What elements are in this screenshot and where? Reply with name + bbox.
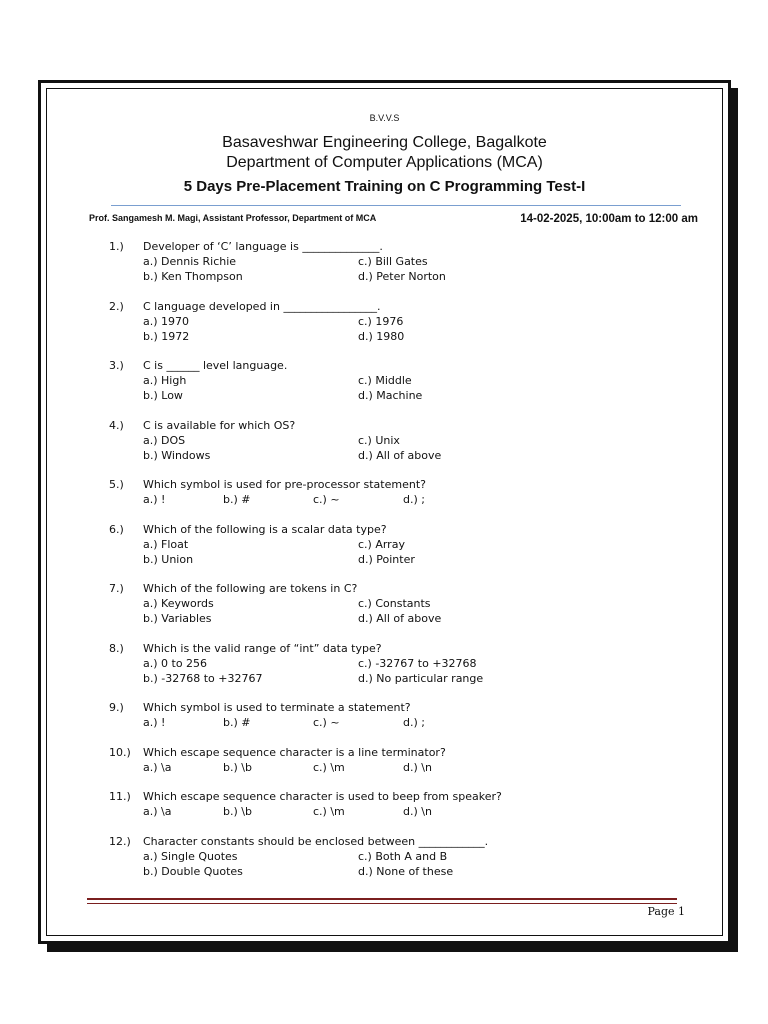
question-text: Character constants should be enclosed between ____________. bbox=[143, 834, 489, 848]
question-number: 6.) bbox=[109, 522, 124, 536]
option-d: d.) Peter Norton bbox=[358, 270, 446, 283]
footer-rule bbox=[87, 898, 677, 900]
option-b: b.) Union bbox=[143, 552, 194, 566]
option-c: c.) Both A and B bbox=[358, 849, 448, 863]
question-text: Which of the following is a scalar data type? bbox=[143, 522, 387, 536]
option-d: d.) ; bbox=[403, 716, 425, 729]
question-6 bbox=[109, 522, 709, 567]
question-number: 7.) bbox=[109, 582, 124, 595]
option-d: d.) Pointer bbox=[358, 552, 415, 566]
option-d: d.) \n bbox=[403, 760, 432, 774]
question-1 bbox=[109, 239, 709, 284]
option-a: a.) Keywords bbox=[143, 597, 214, 610]
option-a: a.) DOS bbox=[143, 433, 186, 447]
option-a: a.) Single Quotes bbox=[143, 849, 238, 863]
test-title: 5 Days Pre-Placement Training on C Programming Test-I bbox=[183, 178, 586, 195]
question-2 bbox=[109, 299, 709, 344]
option-a: a.) Dennis Richie bbox=[143, 255, 237, 268]
option-c: c.) ~ bbox=[313, 716, 340, 729]
option-b: b.) Ken Thompson bbox=[143, 270, 243, 283]
question-number: 3.) bbox=[109, 359, 124, 372]
page-number: Page 1 bbox=[647, 905, 685, 918]
option-c: c.) 1976 bbox=[358, 314, 404, 328]
question-number: 2.) bbox=[109, 299, 124, 313]
question-text: C is available for which OS? bbox=[143, 418, 296, 432]
question-number: 12.) bbox=[109, 834, 131, 848]
option-d: d.) Machine bbox=[358, 389, 423, 402]
option-b: b.) Low bbox=[143, 389, 183, 402]
option-b: b.) # bbox=[223, 716, 251, 729]
question-5 bbox=[109, 477, 709, 507]
option-c: c.) ~ bbox=[313, 493, 340, 506]
option-c: c.) Array bbox=[358, 537, 405, 551]
option-b: b.) -32768 to +32767 bbox=[143, 671, 263, 685]
option-d: d.) None of these bbox=[358, 864, 454, 878]
question-number: 1.) bbox=[109, 240, 124, 253]
option-a: a.) ! bbox=[143, 493, 166, 506]
option-d: d.) ; bbox=[403, 493, 425, 506]
college-name: Basaveshwar Engineering College, Bagalkote bbox=[222, 134, 547, 151]
option-b: b.) Windows bbox=[143, 448, 211, 462]
option-d: d.) All of above bbox=[358, 448, 442, 462]
option-c: c.) Middle bbox=[358, 374, 412, 387]
question-4 bbox=[109, 418, 709, 463]
question-number: 4.) bbox=[109, 418, 124, 432]
question-text: Which escape sequence character is used to beep from speaker? bbox=[143, 790, 502, 803]
option-b: b.) \b bbox=[223, 805, 252, 818]
option-b: b.) \b bbox=[223, 760, 252, 774]
question-text: Which is the valid range of “int” data type? bbox=[143, 641, 382, 655]
option-a: a.) 0 to 256 bbox=[143, 656, 208, 670]
option-a: a.) Float bbox=[143, 537, 189, 551]
question-11 bbox=[109, 789, 709, 819]
question-list bbox=[109, 239, 709, 893]
option-d: d.) \n bbox=[403, 805, 432, 818]
question-10 bbox=[109, 745, 709, 775]
question-text: Which symbol is used to terminate a statement? bbox=[143, 701, 411, 714]
option-a: a.) \a bbox=[143, 805, 172, 818]
option-b: b.) Variables bbox=[143, 612, 212, 625]
question-number: 9.) bbox=[109, 701, 124, 714]
option-c: c.) Constants bbox=[358, 597, 431, 610]
question-8 bbox=[109, 641, 709, 686]
question-number: 5.) bbox=[109, 478, 124, 491]
question-9 bbox=[109, 700, 709, 730]
header-divider bbox=[111, 205, 681, 206]
option-c: c.) -32767 to +32768 bbox=[358, 656, 477, 670]
option-a: a.) ! bbox=[143, 716, 166, 729]
question-text: C language developed in _________________. bbox=[143, 299, 381, 313]
option-d: d.) All of above bbox=[358, 612, 442, 625]
date-time: 14-02-2025, 10:00am to 12:00 am bbox=[520, 213, 698, 225]
option-b: b.) Double Quotes bbox=[143, 864, 243, 878]
question-text: Which symbol is used for pre-processor statement? bbox=[143, 478, 426, 491]
question-12 bbox=[109, 834, 709, 879]
department-name: Department of Computer Applications (MCA) bbox=[226, 154, 543, 171]
question-text: Which of the following are tokens in C? bbox=[143, 582, 358, 595]
question-text: C is ______ level language. bbox=[143, 359, 288, 372]
org-name: B.V.V.S bbox=[369, 113, 400, 123]
footer-rule-thin bbox=[87, 903, 677, 904]
page-border bbox=[38, 80, 731, 944]
option-c: c.) Bill Gates bbox=[358, 255, 428, 268]
professor-line: Prof. Sangamesh M. Magi, Assistant Professor, Department of MCA bbox=[89, 213, 377, 223]
option-c: c.) \m bbox=[313, 760, 345, 774]
question-text: Developer of ‘C’ language is ______________. bbox=[143, 240, 383, 253]
question-3 bbox=[109, 358, 709, 403]
question-7 bbox=[109, 581, 709, 626]
question-text: Which escape sequence character is a line terminator? bbox=[143, 745, 446, 759]
option-b: b.) # bbox=[223, 493, 251, 506]
option-d: d.) No particular range bbox=[358, 671, 484, 685]
option-c: c.) Unix bbox=[358, 433, 400, 447]
question-number: 10.) bbox=[109, 745, 131, 759]
option-a: a.) High bbox=[143, 374, 187, 387]
option-b: b.) 1972 bbox=[143, 329, 190, 343]
option-a: a.) 1970 bbox=[143, 314, 190, 328]
option-a: a.) \a bbox=[143, 760, 172, 774]
option-d: d.) 1980 bbox=[358, 329, 405, 343]
option-c: c.) \m bbox=[313, 805, 345, 818]
question-number: 11.) bbox=[109, 790, 131, 803]
question-number: 8.) bbox=[109, 641, 124, 655]
